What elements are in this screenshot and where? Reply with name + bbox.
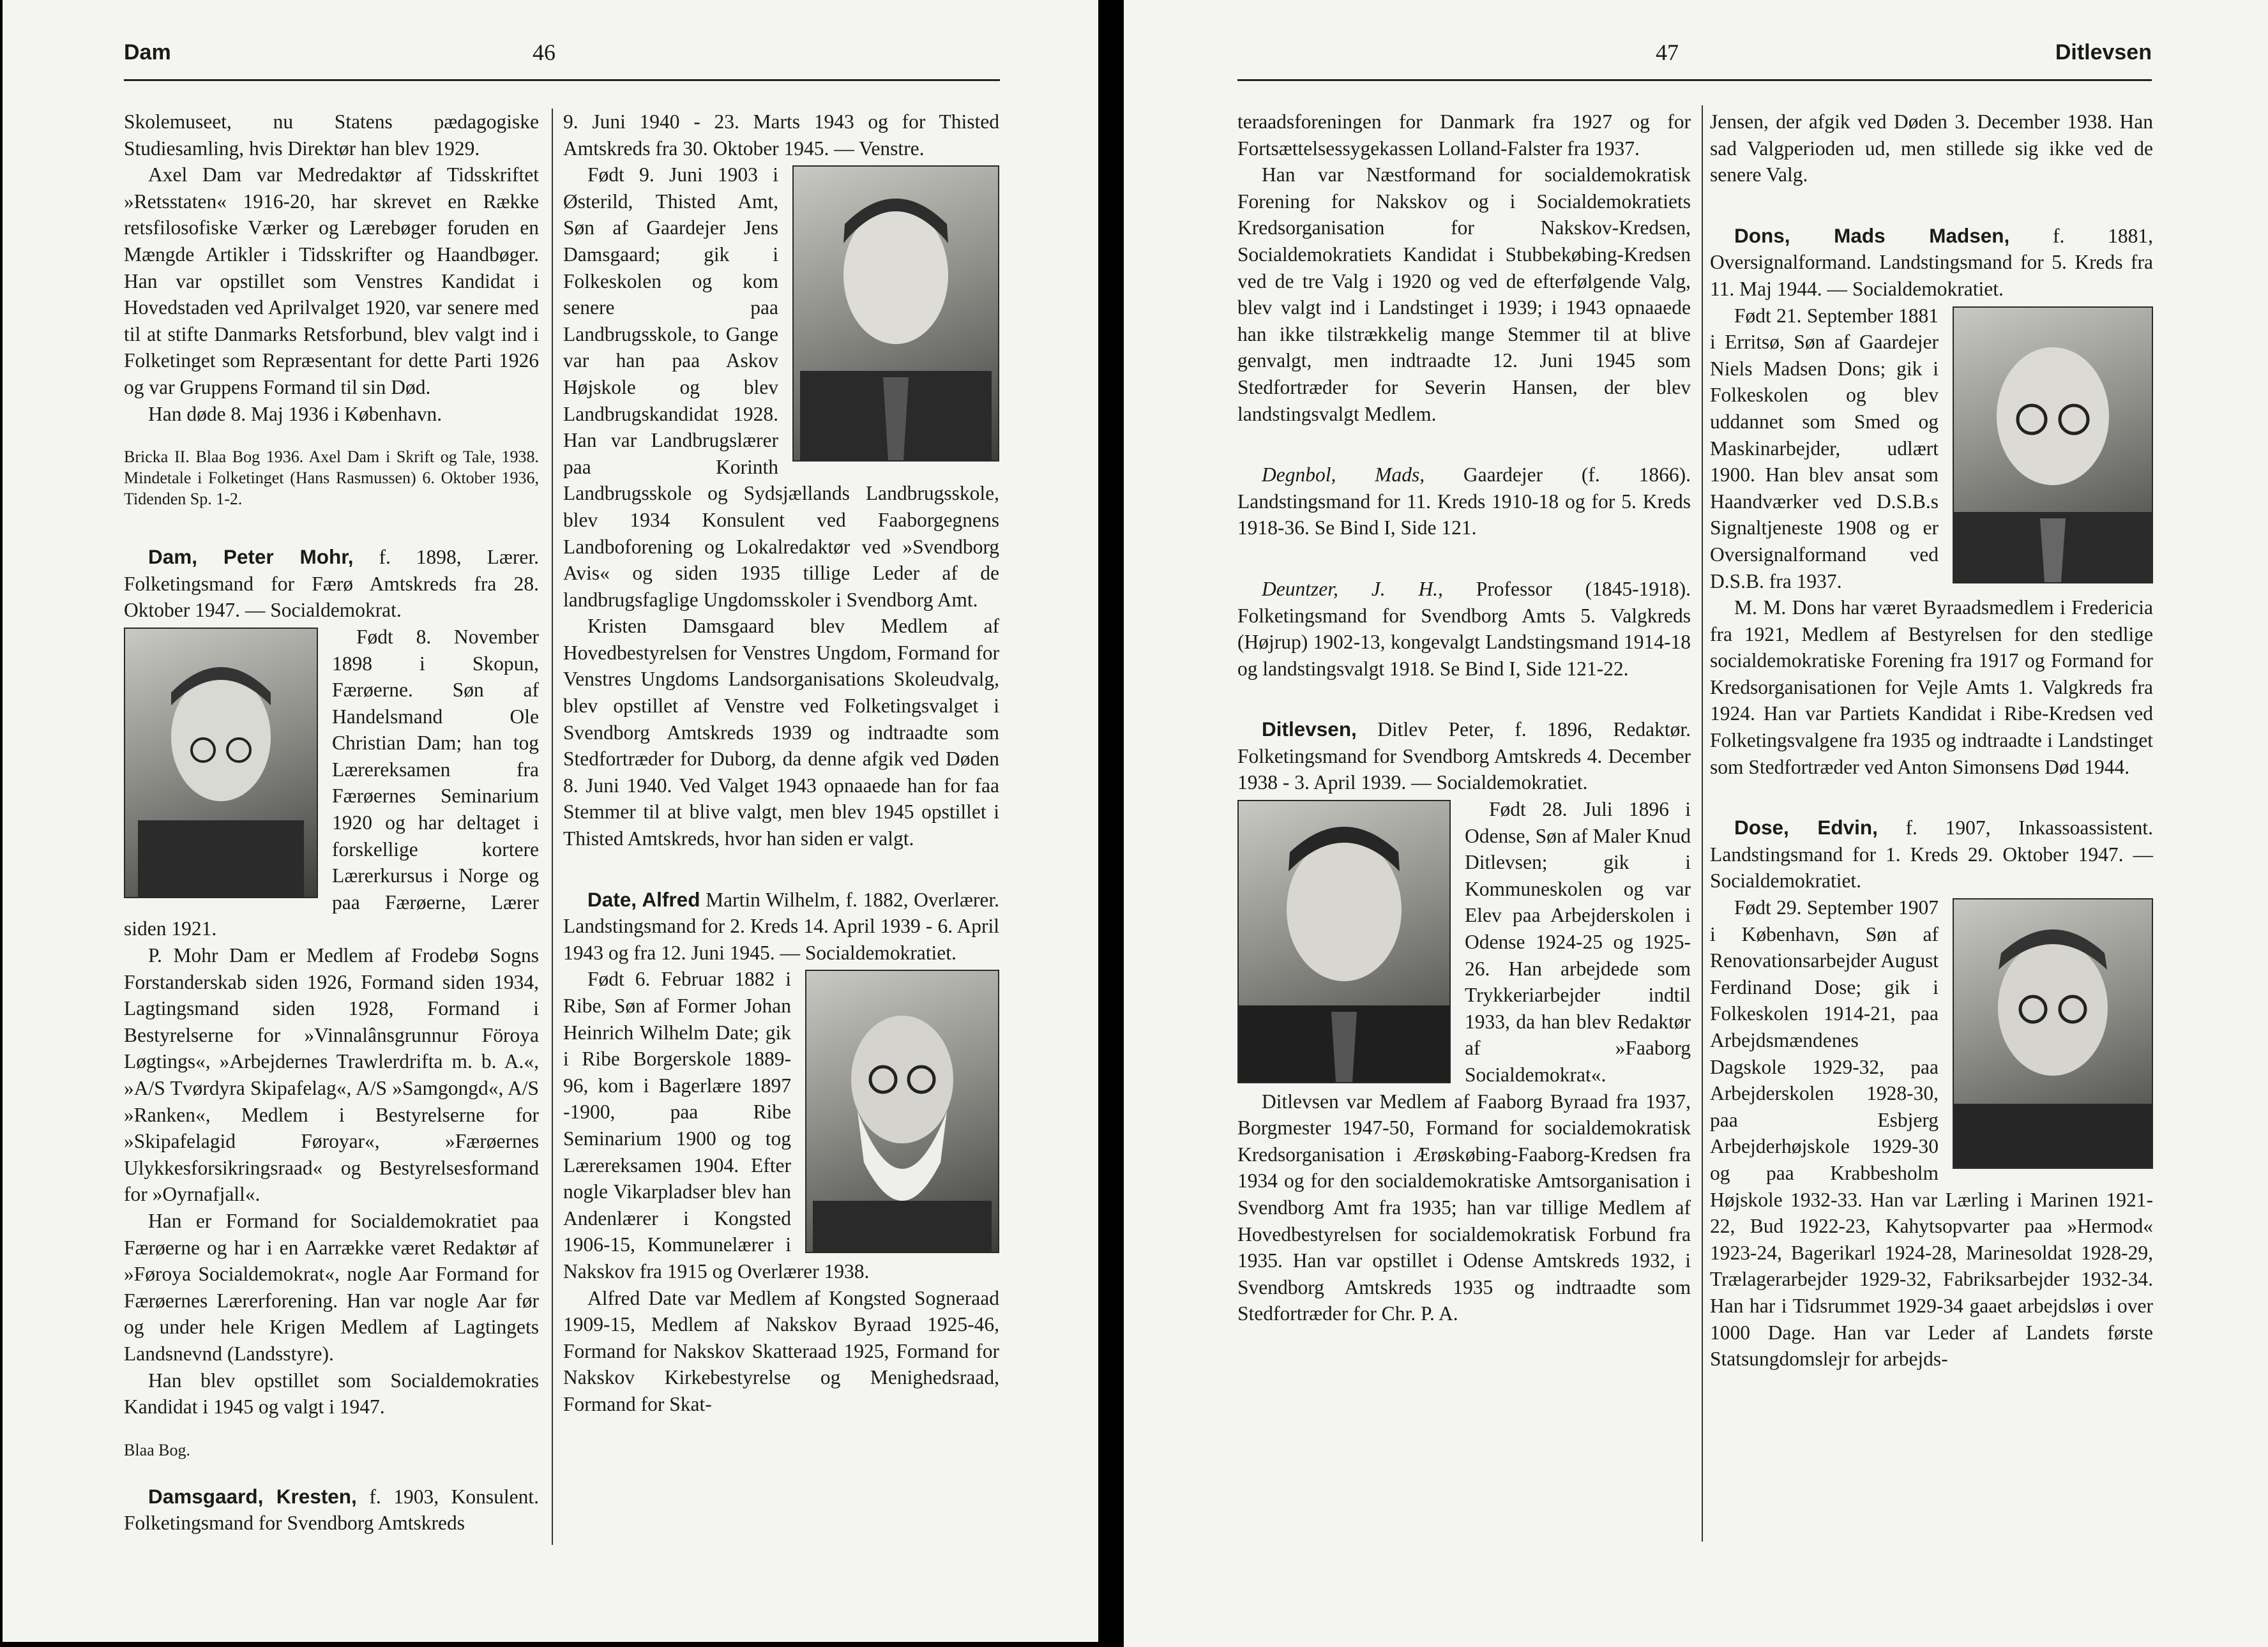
paragraph: Kristen Damsgaard blev Medlem af Hovedbestyrelsen for Venstres Ungdom, Formand for Venstres Ungdoms Landsorganisations Skoleudvalg, blev opstillet af Venstre ved Folketingsvalget i Svendborg Amtskreds 1939 og indtraadte som Stedfortræder for Duborg, da denne afgik ved Døden 8. Juni 1940. Ved Valget 1943 opnaaede han for faa Stemmer til at blive valgt, men blev 1945 opstillet i Thisted Amtskreds, hvor han siden er valgt.: [563, 615, 999, 850]
paragraph: 9. Juni 1940 - 23. Marts 1943 og for Thisted Amtskreds fra 30. Oktober 1945. — Venstre.: [563, 110, 999, 160]
paragraph: Ditlevsen var Medlem af Faaborg Byraad fra 1937, Borgmester 1947-50, Formand for socialdemokratisk Kredsorganisation i Ærøskøbing-Faaborg-Kredsen fra 1934 og for den socialdemokratiske Amtsorganisation i Svendborg Amt fra 1935; han var tillige Medlem af Hovedbestyrelsen for socialdemokratisk Forbund fra 1935. Han var opstillet i Odense Amtskreds 1932, i Svendborg Amtskreds 1935 og indtraadte som Stedfortræder for Chr. P. A.: [1237, 1090, 1691, 1325]
paragraph: Født 28. Juli 1896 i Odense, Søn af Maler Knud Ditlevsen; gik i Kommuneskolen og var Elev paa Arbejderskolen i Odense 1924-25 og 1925-26. Han arbejdede som Trykkeriarbejder indtil 1933, da han blev Redaktør af »Faaborg Socialdemokrat«.: [1465, 798, 1691, 1086]
entry-name: Damsgaard, Kresten,: [148, 1484, 357, 1508]
paragraph: Han er Formand for Socialdemokratiet paa Færøerne og har i en Aarrække været Redaktør af »Føroya Socialdemokrat«, nogle Aar Formand for Færøernes Lærerforening. Han var nogle Aar før og under hele Krigen Medlem af Lagtingets Landsnevnd (Landsstyre).: [124, 1209, 539, 1365]
entry-name: Dose, Edvin,: [1734, 816, 1878, 839]
running-header-right: [1237, 33, 2152, 81]
portrait-photo: [1237, 800, 1451, 1083]
header-name: Dam: [124, 40, 171, 64]
column-left-2: [563, 109, 999, 1418]
portrait-photo: [805, 970, 999, 1253]
paragraph: P. Mohr Dam er Medlem af Frodebø Sogns Forstanderskab siden 1926, Formand siden 1934, Lagtingsmand siden 1928, Formand i Bestyrelserne for »Vinnalânsgrunnur Föroya Løgtings«, »Arbejdernes Trawlerdrifta m. b. A.«, »A/S Tvørdyra Skipafelag«, A/S »Samgongd«, A/S »Ranken«, Medlem i Bestyrelserne for »Skipafelagid Føroyar«, »Færøernes Ulykkesforsikringsraad« og Bestyrelsesformand for »Oyrnafjall«.: [124, 944, 539, 1206]
entry-heading: [124, 1484, 539, 1537]
entry-intro: Martin Wilhelm, f. 1882, Overlærer. Landstingsmand for 2. Kreds 14. April 1939 - 6. April 1943 og fra 12. Juni 1945. — Socialdemokratiet.: [563, 888, 999, 964]
entry-heading: [563, 887, 999, 966]
portrait-photo: [124, 628, 318, 898]
entry-name: Dons, Mads Madsen,: [1734, 223, 2010, 247]
entry-heading: [1237, 576, 1691, 682]
entry-heading: [1710, 223, 2153, 303]
paragraph: Axel Dam var Medredaktør af Tidsskriftet »Retsstaten« 1916-20, har skrevet en Række retsfilosofiske Værker og Lærebøger foruden en Mængde Artikler i Tidsskrifter og Haandbøger. Han var opstillet som Venstres Kandidat i Hovedstaden ved Aprilvalget 1920, var senere med til at stifte Danmarks Retsforbund, blev valgt ind i Folketinget som Repræsentant for dette Parti 1926 og var Gruppens Formand til sin Død.: [124, 163, 539, 398]
page-number: 47: [1656, 40, 1679, 65]
column-right-2: [1710, 109, 2153, 1372]
running-header-left: [124, 33, 1000, 81]
portrait-photo: [1953, 898, 2153, 1169]
paragraph: Født 9. Juni 1903 i Østerild, Thisted Amt, Søn af Gaardejer Jens Damsgaard; gik i Folkeskolen og kom senere paa Landbrugsskole, to Gange var han paa Askov Højskole og blev Landbrugskandidat 1928. Han var Landbrugslærer paa Korinth Landbrugsskole og Sydsjællands Landbrugsskole, blev 1934 Konsulent ved Faaborgegnens Landboforening og Lokalredaktør ved »Svendborg Avis« og siden 1935 tillige Leder af de landbrugsfaglige Ungdomsskoler i Svendborg Amt.: [563, 163, 999, 611]
paragraph: Han døde 8. Maj 1936 i København.: [148, 402, 442, 425]
entry-intro: f. 1907, Inkassoassistent. Landstingsmand for 1. Kreds 29. Oktober 1947. — Socialdemokratiet.: [1710, 816, 2153, 892]
entry-heading: [1237, 462, 1691, 541]
source-note: Bricka II. Blaa Bog 1936. Axel Dam i Skrift og Tale, 1938. Mindetale i Folketinget (Hans Rasmussen) 6. Oktober 1936, Tidenden Sp. 1-2.: [124, 447, 539, 509]
header-name: Ditlevsen: [2055, 40, 2152, 64]
entry-intro: f. 1881, Oversignalformand. Landstingsmand for 5. Kreds fra 11. Maj 1944. — Socialdemokratiet.: [1710, 224, 2153, 300]
column-rule: [552, 109, 553, 1545]
entry-intro: f. 1898, Lærer. Folketingsmand for Færø Amtskreds fra 28. Oktober 1947. — Socialdemokrat.: [124, 546, 540, 622]
paragraph: Født 21. September 1881 i Erritsø, Søn af Gaardejer Niels Madsen Dons; gik i Folkeskolen og blev uddannet som Smed og Maskinarbejder, udlært 1900. Han blev ansat som Haandværker ved D.S.B.s Signaltjeneste 1908 og er Oversignalformand ved D.S.B. fra 1937.: [1710, 304, 1939, 592]
right-page: [1124, 0, 2268, 1647]
entry-name: Deuntzer, J. H.,: [1262, 577, 1443, 600]
column-rule: [1702, 105, 1703, 1542]
source-note: Blaa Bog.: [124, 1440, 190, 1459]
entry-heading: [124, 544, 539, 624]
entry-text: Gaardejer (f. 1866). Landstingsmand for 11. Kreds 1910-18 og for 5. Kreds 1918-36. Se Bind I, Side 121.: [1237, 463, 1691, 539]
paragraph: Født 8. November 1898 i Skopun, Færøerne. Søn af Handelsmand Ole Christian Dam; han tog Lærereksamen fra Færøernes Seminarium 1920 og har deltaget i forskellige kortere Lærerkursus i Norge og paa Færøerne, Lærer siden 1921.: [124, 625, 539, 940]
paragraph: Født 29. September 1907 i København, Søn af Renovationsarbejder August Ferdinand Dose; gik i Folkeskolen 1914-21, paa Arbejdsmændenes Dagskole 1929-32, paa Arbejderskolen 1928-30, paa Esbjerg Arbejderhøjskole 1929-30 og paa Krabbesholm Højskole 1932-33. Han var Lærling i Marinen 1921-22, Bud 1922-23, Kahytsopvarter paa »Hermod« 1923-24, Bagerikarl 1924-28, Marinesoldat 1928-29, Trælagerarbejder 1929-32, Fabriksarbejder 1932-34. Han har i Tidsrummet 1929-34 gaaet arbejdsløs i over 1000 Dage. Han var Leder af Landets første Statsungdomslejr for arbejds-: [1710, 896, 2153, 1371]
left-page: [3, 0, 1098, 1642]
paragraph: Født 6. Februar 1882 i Ribe, Søn af Former Johan Heinrich Wilhelm Date; gik i Ribe Borgerskole 1889-96, kom i Bagerlære 1897 -1900, paa Ribe Seminarium 1900 og tog Lærereksamen 1904. Efter nogle Vikarpladser blev han Andenlærer i Kongsted 1906-15, Kommunelærer i Nakskov fra 1915 og Overlærer 1938.: [563, 968, 870, 1282]
entry-name: Degnbol, Mads,: [1262, 463, 1425, 486]
entry-text: Professor (1845-1918). Folketingsmand for Svendborg Amts 5. Valgkreds (Højrup) 1902-13, kongevalgt Landstingsmand 1914-18 og landstingsvalgt 1918. Se Bind I, Side 121-22.: [1237, 577, 1691, 680]
paragraph: teraadsforeningen for Danmark fra 1927 og for Fortsættelsessygekassen Lolland-Falster fra 1937.: [1237, 110, 1691, 160]
paragraph: Skolemuseet, nu Statens pædagogiske Studiesamling, hvis Direktør han blev 1929.: [124, 110, 539, 160]
paragraph: Han blev opstillet som Socialdemokraties Kandidat i 1945 og valgt i 1947.: [124, 1369, 539, 1418]
entry-intro: Ditlev Peter, f. 1896, Redaktør. Folketingsmand for Svendborg Amtskreds 4. December 1938 - 3. April 1939. — Socialdemokratiet.: [1237, 718, 1691, 794]
column-left-1: [124, 109, 539, 1537]
portrait-photo: [1953, 306, 2153, 583]
portrait-photo: [792, 165, 999, 462]
entry-heading: [1237, 716, 1691, 796]
column-right-1: [1237, 109, 1691, 1327]
entry-name: Ditlevsen,: [1262, 718, 1357, 741]
entry-name: Date, Alfred: [587, 887, 700, 911]
entry-intro: f. 1903, Konsulent. Folketingsmand for Svendborg Amtskreds: [124, 1485, 540, 1535]
page-number: 46: [533, 40, 556, 65]
paragraph: M. M. Dons har været Byraadsmedlem i Fredericia fra 1921, Medlem af Bestyrelsen for den stedlige socialdemokratiske Forening fra 1917 og Formand for Kredsorganisationen for Vejle Amts 1. Valgkreds fra 1924. Han var Partiets Kandidat i Ribe-Kredsen ved Folketingsvalgene fra 1935 og indtraadte i Landstinget som Stedfortræder ved Anton Simonsens Død 1944.: [1710, 596, 2153, 778]
paragraph: Alfred Date var Medlem af Kongsted Sogneraad 1909-15, Medlem af Nakskov Byraad 1925-46, Formand for Nakskov Skatteraad 1925, Formand for Nakskov Kirkebestyrelse og Menighedsraad, Formand for Skat-: [563, 1286, 999, 1415]
paragraph: Han var Næstformand for socialdemokratisk Forening for Nakskov og i Socialdemokratiets Kredsorganisation for Nakskov-Kredsen, Socialdemokratiets Kandidat i Stubbekøbing-Kredsen ved de tre Valg i 1920 og ved de efterfølgende Valg, blev valgt ind i Landstinget i 1939; i 1943 opnaaede han ikke tilstrækkelig mange Stemmer til at blive genvalgt, men indtraadte 12. Juni 1945 som Stedfortræder for Severin Hansen, der blev landstingsvalgt Medlem.: [1237, 163, 1691, 425]
paragraph: Jensen, der afgik ved Døden 3. December 1938. Han sad Valgperioden ud, men stillede sig ikke ved de senere Valg.: [1710, 110, 2153, 186]
entry-heading: [1710, 815, 2153, 894]
entry-name: Dam, Peter Mohr,: [148, 545, 354, 569]
